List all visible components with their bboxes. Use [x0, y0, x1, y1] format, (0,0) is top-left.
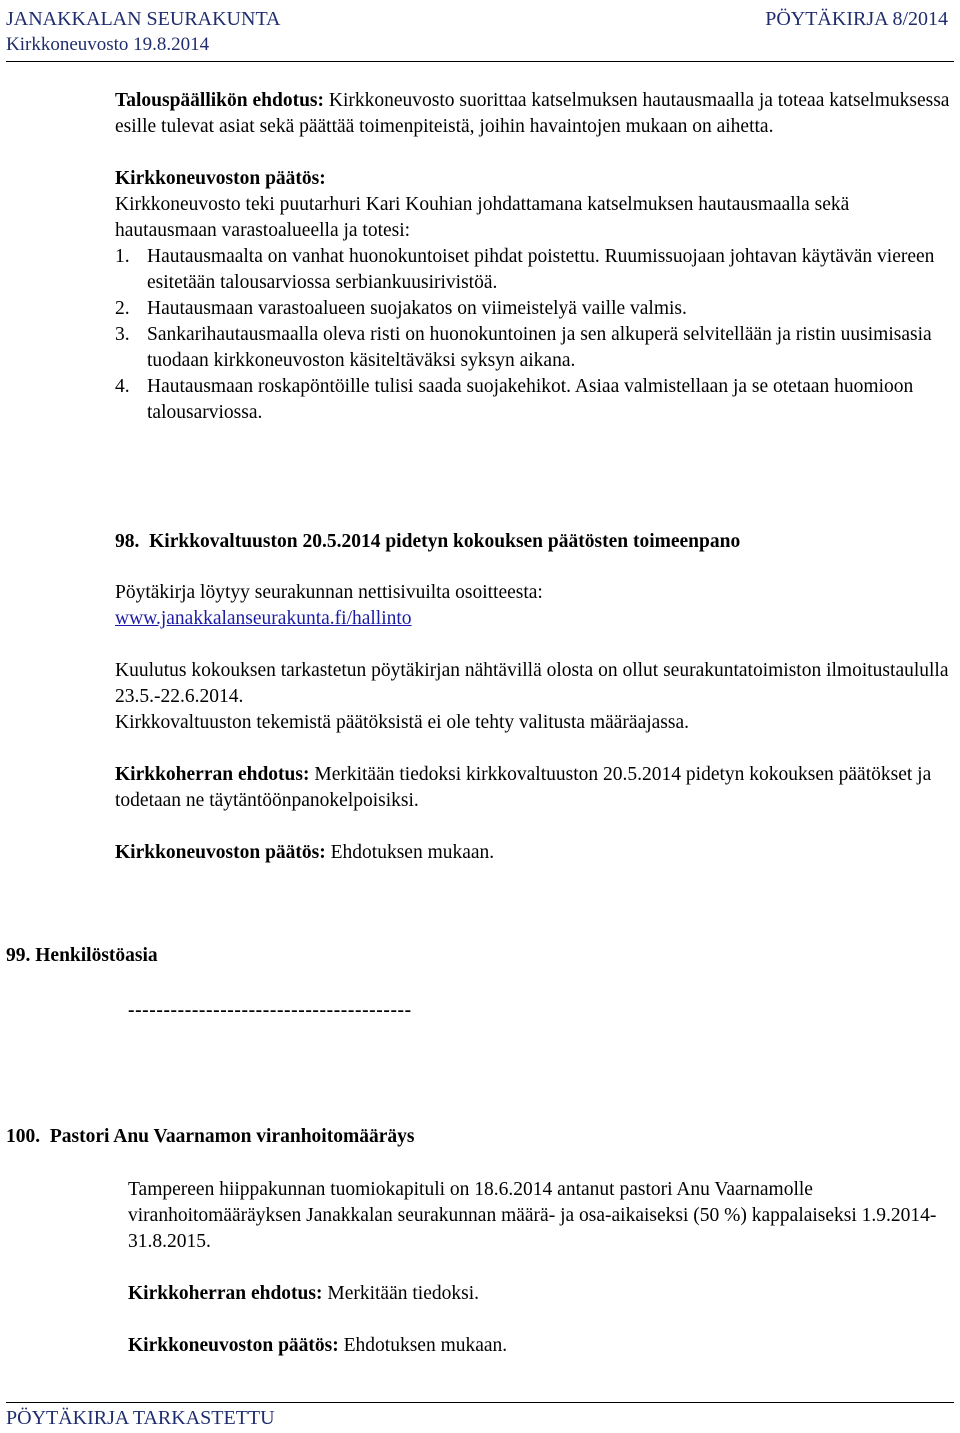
- findings-list: [115, 244, 950, 426]
- proposal-label: Kirkkoherran ehdotus:: [115, 764, 310, 785]
- proposal-text: Merkitään tiedoksi.: [322, 1283, 479, 1304]
- minutes-link[interactable]: www.janakkalanseurakunta.fi/hallinto: [115, 608, 412, 629]
- page-header: [6, 6, 948, 58]
- section-100-heading: 100. Pastori Anu Vaarnamon viranhoitomääräys: [6, 1126, 415, 1147]
- list-item: 2. Hautausmaan varastoalueen suojakatos on viimeistelyä vaille valmis.: [115, 298, 687, 319]
- proposal-text: Kirkkoneuvosto suorittaa katselmuksen hautausmaalla ja toteaa katselmuksessa esille tulevat asiat sekä päättää toimenpiteistä, joihin havaintojen mukaan on aihetta.: [115, 90, 950, 137]
- meeting-date: Kirkkoneuvosto 19.8.2014: [6, 34, 210, 55]
- document-number: PÖYTÄKIRJA 8/2014: [765, 8, 948, 30]
- proposal-label: Talouspäällikön ehdotus:: [115, 90, 324, 111]
- proposal-paragraph: [115, 762, 950, 814]
- section-98-body: [115, 580, 950, 866]
- proposal-text: Merkitään tiedoksi kirkkovaltuuston 20.5.2014 pidetyn kokouksen päätökset ja todetaan ne täytäntöönpanokelpoisiksi.: [115, 764, 932, 811]
- proposal-paragraph: [128, 1281, 950, 1307]
- org-name: JANAKKALAN SEURAKUNTA: [6, 8, 281, 30]
- decision-label: Kirkkoneuvoston päätös:: [128, 1335, 339, 1356]
- section-99-heading: 99. Henkilöstöasia: [6, 945, 158, 966]
- footer-text: PÖYTÄKIRJA TARKASTETTU: [6, 1407, 275, 1429]
- list-item: 4. Hautausmaan roskapöntöille tulisi saada suojakehikot. Asiaa valmistellaan ja se otetaan huomioon talousarviossa.: [115, 376, 914, 423]
- proposal-label: Kirkkoherran ehdotus:: [128, 1283, 323, 1304]
- decision-paragraph: [115, 840, 950, 866]
- section-cemetery-inspection: [115, 88, 950, 426]
- appointment-paragraph: Tampereen hiippakunnan tuomiokapituli on 18.6.2014 antanut pastori Anu Vaarnamolle viranhoitomääräyksen Janakkalan seurakunnan määrä- ja osa-aikaiseksi (50 %) kappalaiseksi 1.9.2014-31.8.2015.: [128, 1179, 937, 1252]
- list-item: 3. Sankarihautausmaalla oleva risti on huonokuntoinen ja sen alkuperä selvitellään ja ristin uusimisasia tuodaan kirkkoneuvoston käsiteltäväksi syksyn aikana.: [115, 324, 932, 371]
- proposal-paragraph: [115, 88, 950, 140]
- decision-text: Ehdotuksen mukaan.: [325, 842, 495, 863]
- decision-text: Ehdotuksen mukaan.: [338, 1335, 508, 1356]
- footer-divider: [6, 1402, 954, 1403]
- decision-intro: Kirkkoneuvosto teki puutarhuri Kari Kouhian johdattamana katselmuksen hautausmaalla sekä hautausmaan varastoalueella ja totesi:: [115, 194, 850, 241]
- intro-text: Pöytäkirja löytyy seurakunnan nettisivuilta osoitteesta:: [115, 582, 543, 603]
- decision-label: Kirkkoneuvoston päätös:: [115, 842, 326, 863]
- notice-paragraph: Kuulutus kokouksen tarkastetun pöytäkirjan nähtävillä olosta on ollut seurakuntatoimiston ilmoitustaululla 23.5.-22.6.2014.: [115, 660, 949, 707]
- list-item: 1. Hautausmaalta on vanhat huonokuntoiset pihdat poistettu. Ruumissuojaan johtavan käytävän viereen esitetään talousarviossa serbiankuusirivistöä.: [115, 246, 935, 293]
- header-divider: [6, 61, 954, 62]
- section-98-heading: 98. Kirkkovaltuuston 20.5.2014 pidetyn kokouksen päätösten toimeenpano: [115, 531, 741, 552]
- decision-paragraph: [128, 1333, 950, 1359]
- redacted-placeholder: ----------------------------------------: [128, 1000, 412, 1021]
- decision-label: Kirkkoneuvoston päätös:: [115, 168, 326, 189]
- appeal-paragraph: Kirkkovaltuuston tekemistä päätöksistä ei ole tehty valitusta määräajassa.: [115, 712, 690, 733]
- section-100-body: [128, 1177, 950, 1359]
